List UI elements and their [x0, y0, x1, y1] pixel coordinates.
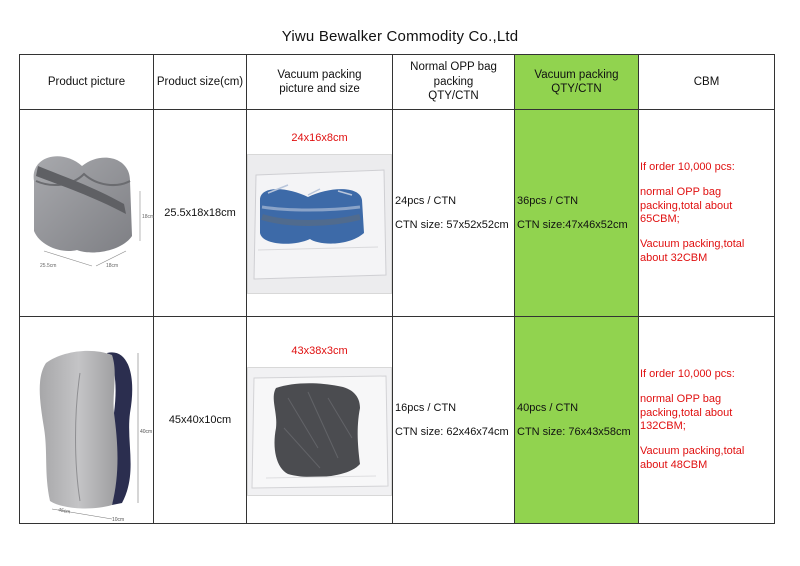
- cbm-line: If order 10,000 pcs:: [640, 160, 735, 173]
- lumbar-cushion-image: [22, 333, 152, 523]
- vacuum-picture-cell: [247, 317, 393, 524]
- cbm-line: normal OPP bag packing,total about 132CBM;: [640, 393, 733, 432]
- vac-qty: 40pcs / CTN: [517, 402, 579, 415]
- product-picture-cell: [20, 317, 154, 524]
- dim-depth-label: 10cm: [111, 516, 124, 523]
- dim-width-label: 45cm: [57, 506, 71, 515]
- dim-height-label: 18cm: [141, 213, 154, 220]
- dim-depth-label: 18cm: [105, 262, 118, 269]
- cbm-line: If order 10,000 pcs:: [640, 367, 735, 380]
- opp-ctn-size: CTN size: 62x46x74cm: [395, 425, 509, 438]
- knee-pillow-image: [22, 126, 152, 301]
- dim-width-label: 25.5cm: [39, 262, 56, 269]
- cbm-cell: [639, 110, 775, 317]
- vac-ctn-size: CTN size: 76x43x58cm: [517, 425, 631, 438]
- table-row: [20, 317, 775, 524]
- opp-ctn-size: CTN size: 57x52x52cm: [395, 218, 509, 231]
- document-title: Yiwu Bewalker Commodity Co.,Ltd: [281, 28, 519, 45]
- cbm-line: normal OPP bag packing,total about 65CBM;: [640, 186, 733, 225]
- table-row: [20, 110, 775, 317]
- header-vacuum-qty: Vacuum packing QTY/CTN: [515, 55, 639, 110]
- vacuum-packed-lumbar-cushion-image: [247, 367, 392, 496]
- product-picture-cell: [20, 110, 154, 317]
- vacuum-picture-cell: [247, 110, 393, 317]
- header-product-picture: Product picture: [20, 55, 154, 110]
- vac-ctn-size: CTN size:47x46x52cm: [517, 218, 628, 231]
- vacuum-qty-cell: [515, 110, 639, 317]
- product-size-cell: 25.5x18x18cm: [154, 110, 247, 317]
- vacuum-size-label: 43x38x3cm: [291, 344, 348, 357]
- header-cbm: CBM: [639, 55, 775, 110]
- normal-opp-cell: [393, 110, 515, 317]
- header-product-size: Product size(cm): [154, 55, 247, 110]
- normal-opp-cell: [393, 317, 515, 524]
- cbm-cell: [639, 317, 775, 524]
- header-vacuum-picture: Vacuum packing picture and size: [247, 55, 393, 110]
- product-size-cell: 45x40x10cm: [154, 317, 247, 524]
- cbm-line: Vacuum packing,total about 48CBM: [640, 445, 745, 471]
- vac-qty: 36pcs / CTN: [517, 195, 579, 208]
- vacuum-packed-knee-pillow-image: [247, 154, 392, 294]
- opp-qty: 24pcs / CTN: [395, 195, 457, 208]
- packing-comparison-table: [19, 54, 775, 524]
- header-normal-opp: Normal OPP bag packing QTY/CTN: [393, 55, 515, 110]
- vacuum-size-label: 24x16x8cm: [291, 132, 348, 144]
- header-row: [20, 55, 775, 110]
- dim-height-label: 40cm: [139, 428, 152, 435]
- cbm-line: Vacuum packing,total about 32CBM: [640, 238, 745, 264]
- vacuum-qty-cell: [515, 317, 639, 524]
- opp-qty: 16pcs / CTN: [395, 402, 457, 415]
